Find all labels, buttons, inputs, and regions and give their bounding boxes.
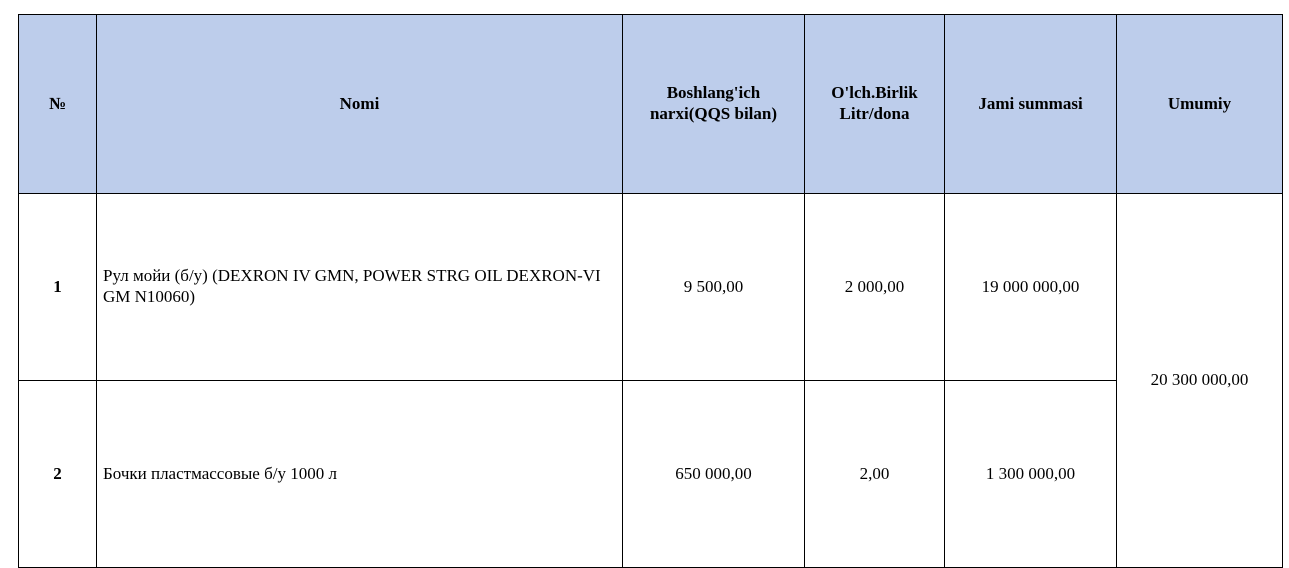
row-number: 2 (19, 381, 97, 568)
column-header-grand-total: Umumiy (1117, 15, 1283, 194)
table-header-row (19, 15, 1283, 194)
row-start-price: 650 000,00 (623, 381, 805, 568)
column-header-total: Jami summasi (945, 15, 1117, 194)
column-header-price (623, 15, 805, 194)
table-row (19, 194, 1283, 381)
column-header-price-line1: Boshlang'ich (666, 83, 761, 103)
column-header-unit-line1: O'lch.Birlik (831, 83, 918, 103)
price-table (18, 14, 1283, 568)
table-row (19, 381, 1283, 568)
row-unit-quantity: 2 000,00 (805, 194, 945, 381)
column-header-price-line2: narxi(QQS bilan) (649, 104, 778, 123)
table-header (19, 15, 1283, 194)
row-total-sum: 1 300 000,00 (945, 381, 1117, 568)
column-header-no: № (19, 15, 97, 194)
grand-total-value: 20 300 000,00 (1117, 194, 1283, 568)
column-header-unit (805, 15, 945, 194)
column-header-unit-line2: Litr/dona (839, 104, 910, 123)
column-header-name: Nomi (97, 15, 623, 194)
row-start-price: 9 500,00 (623, 194, 805, 381)
table-body (19, 194, 1283, 568)
row-total-sum: 19 000 000,00 (945, 194, 1117, 381)
row-number: 1 (19, 194, 97, 381)
row-unit-quantity: 2,00 (805, 381, 945, 568)
row-item-name: Рул мойи (б/у) (DEXRON IV GMN, POWER STRG OIL DEXRON-VI GM N10060) (97, 194, 623, 381)
row-item-name: Бочки пластмассовые б/у 1000 л (97, 381, 623, 568)
